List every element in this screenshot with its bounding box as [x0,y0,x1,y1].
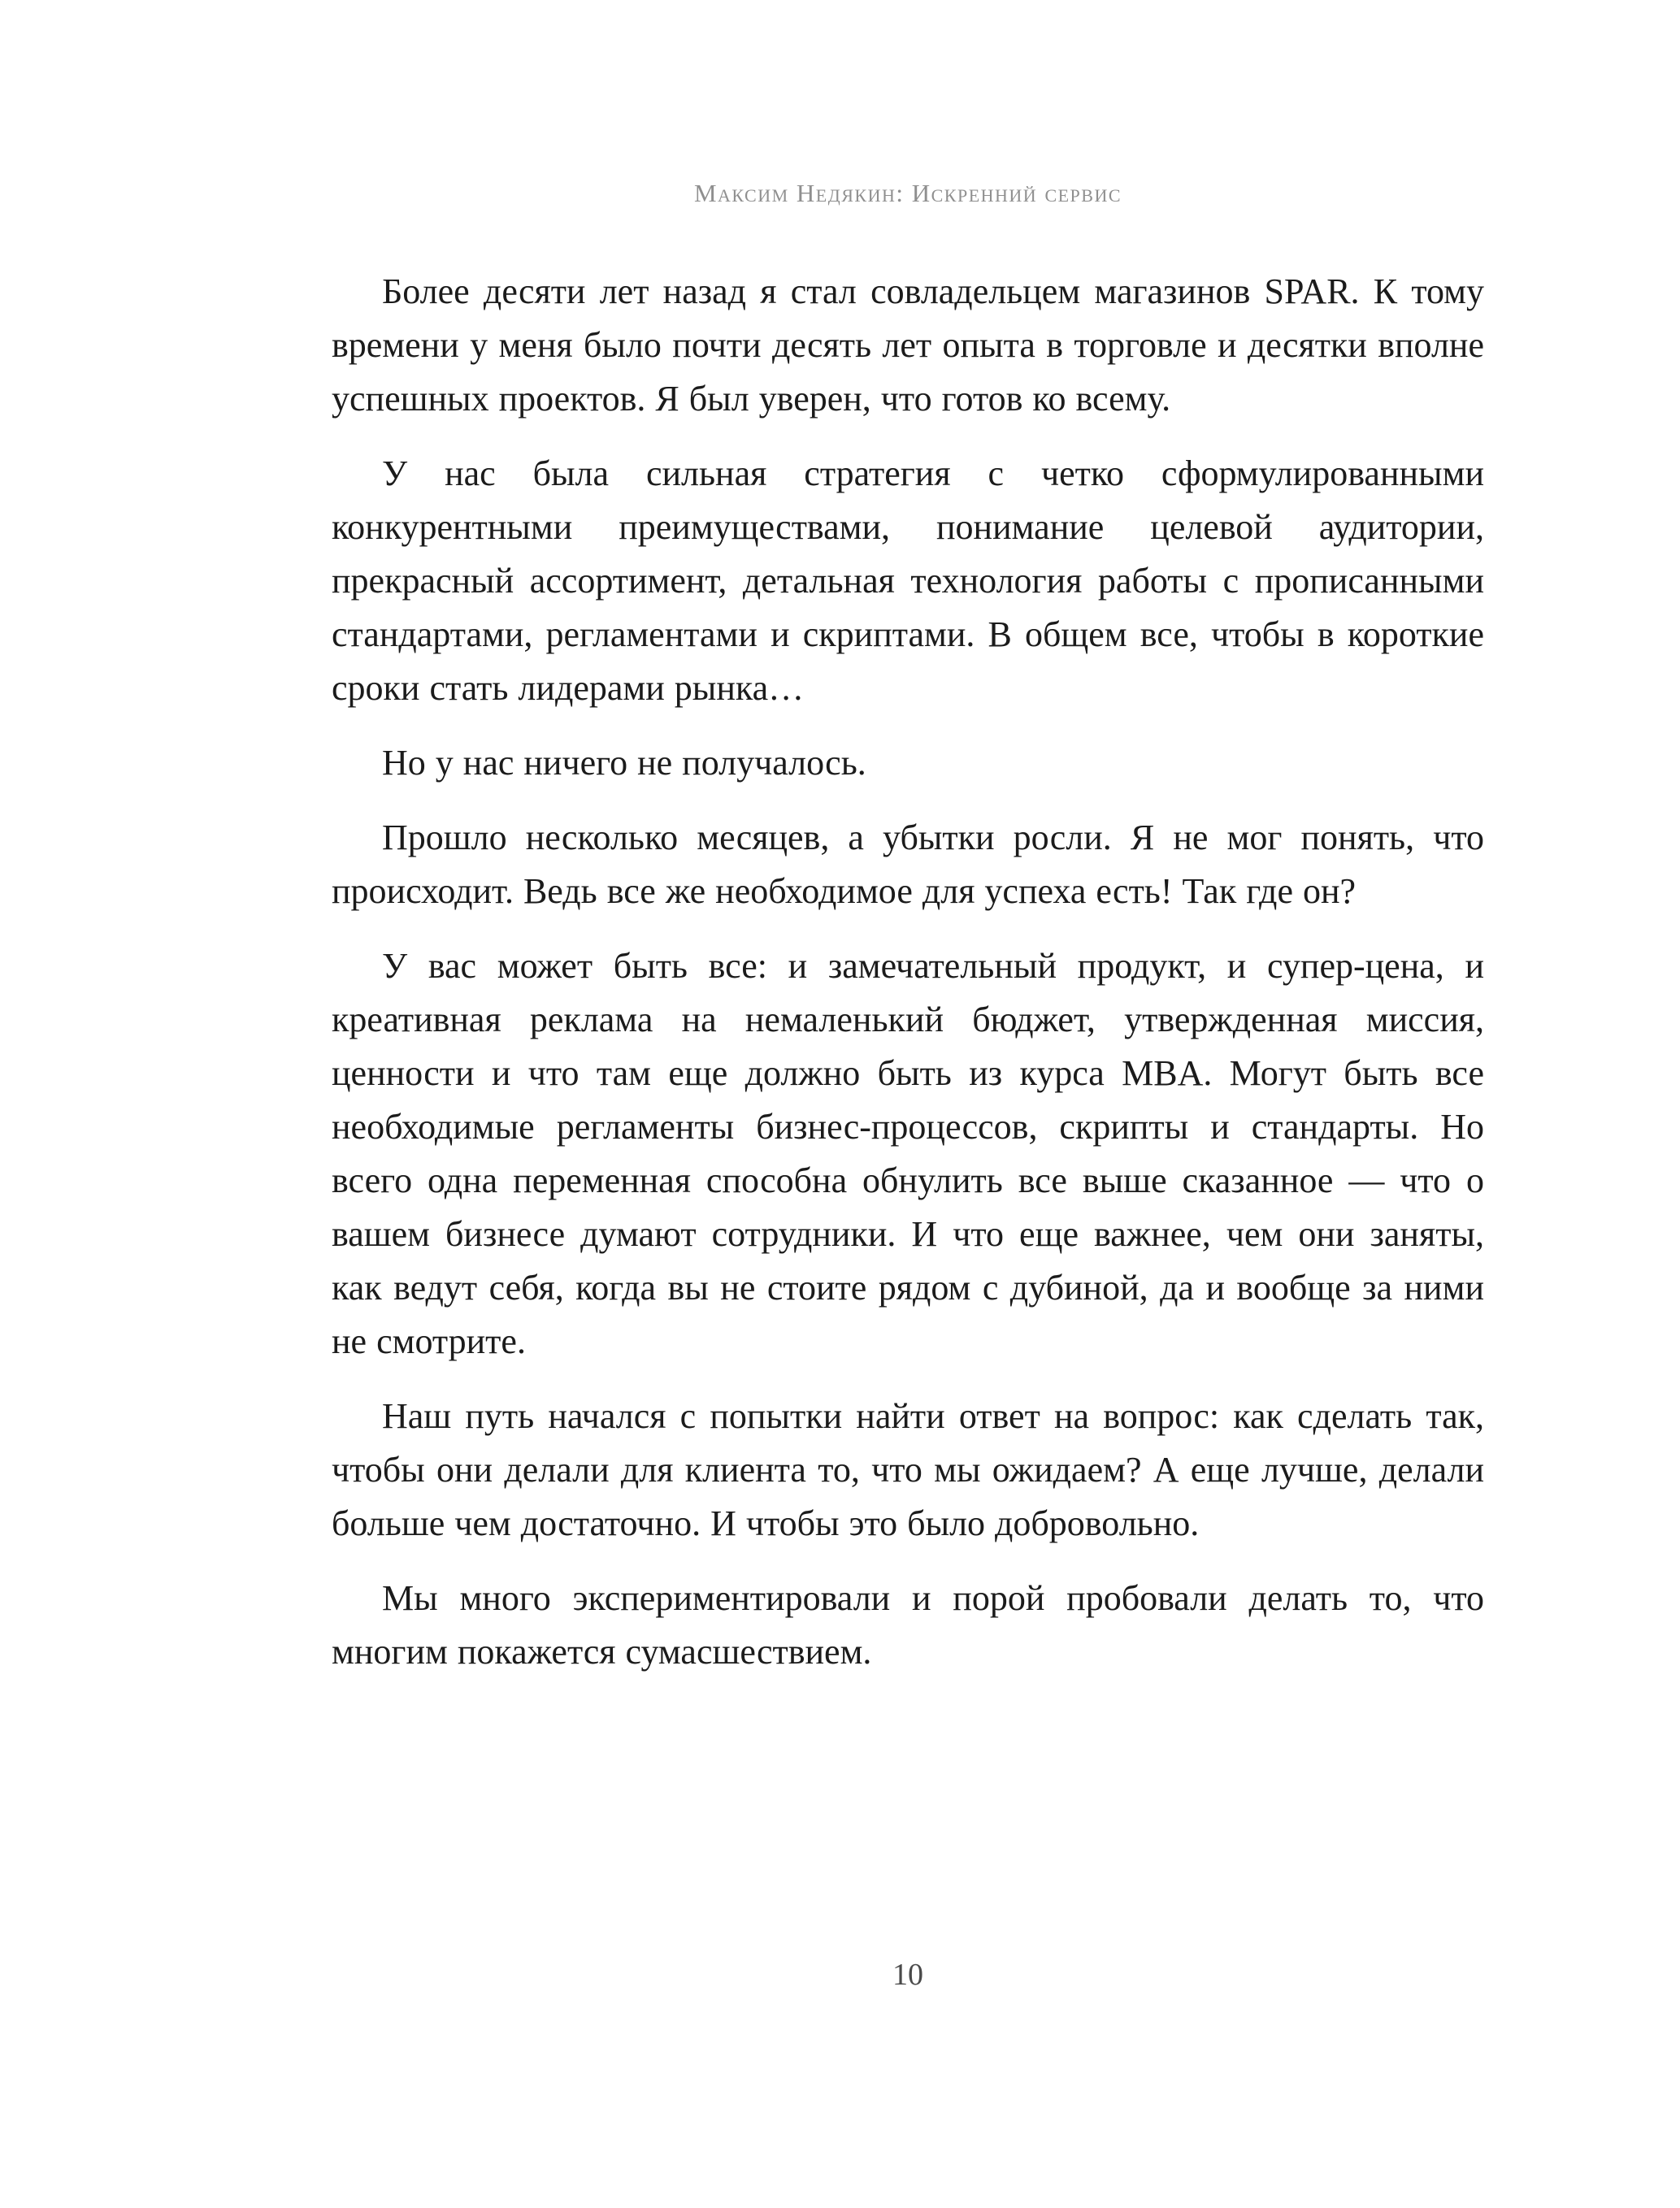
page-number: 10 [892,1958,923,1992]
page-body [332,265,1484,1700]
running-header: Максим Недякин: Искренний сервис [693,179,1122,207]
paragraph: Но у нас ничего не получалось. [382,743,866,783]
paragraph: У вас может быть все: и замечательный продукт, и супер-цена, и креативная реклама на немаленький бюджет, утвержденная миссия, ценности и что там еще должно быть из курса MBA. Могут быть все необходимые регламенты бизнес-процессов, скрипты и стандарты. Но всего одна переменная способна обнулить все выше сказанное — что о вашем бизнесе думают сотрудники. И что еще важнее, чем они заняты, как ведут себя, когда вы не стоите рядом с дубиной, да и вообще за ними не смотрите. [332,946,1484,1361]
paragraph: Более десяти лет назад я стал совладельцем магазинов SPAR. К тому времени у меня было почти десять лет опыта в торговле и десятки вполне успешных проектов. Я был уверен, что готов ко всему. [332,271,1484,419]
paragraph: Прошло несколько месяцев, а убытки росли. Я не мог понять, что происходит. Ведь все же необходимое для успеха есть! Так где он? [332,818,1484,911]
paragraph: У нас была сильная стратегия с четко сформулированными конкурентными преимуществами, понимание целевой аудитории, прекрасный ассортимент, детальная технология работы с прописанными стандартами, регламентами и скриптами. В общем все, чтобы в короткие сроки стать лидерами рынка… [332,453,1484,708]
paragraph: Мы много экспериментировали и порой пробовали делать то, что многим покажется сумасшествием. [332,1578,1484,1672]
paragraph: Наш путь начался с попытки найти ответ на вопрос: как сделать так, чтобы они делали для клиента то, что мы ожидаем? А еще лучше, делали больше чем достаточно. И чтобы это было добровольно. [332,1396,1484,1543]
